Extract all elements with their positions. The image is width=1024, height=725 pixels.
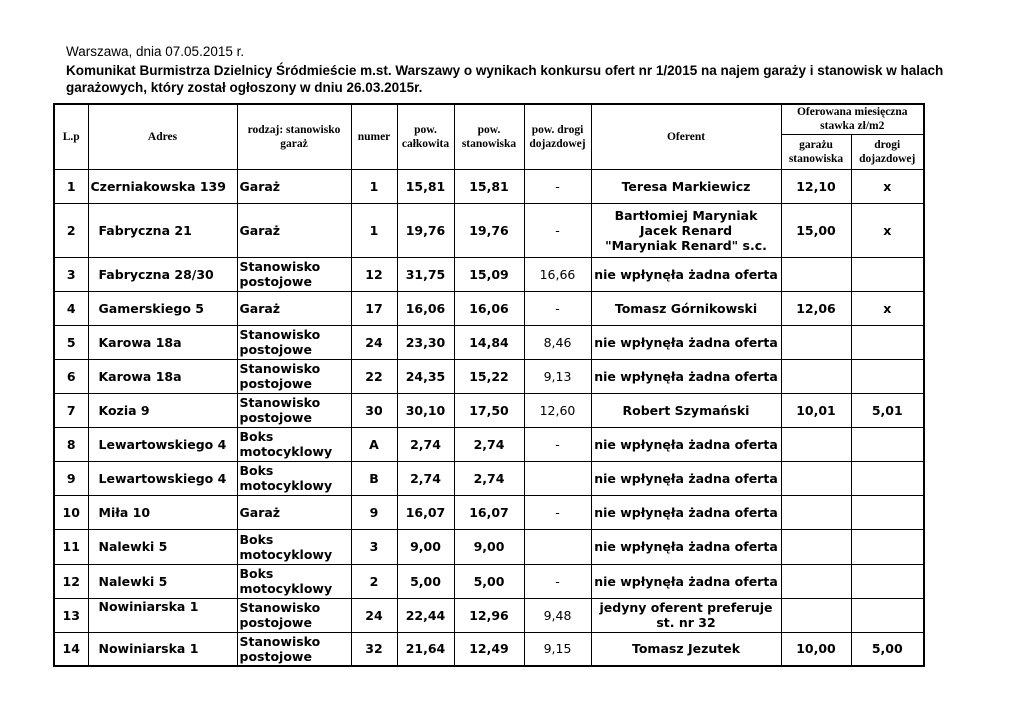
- row-pow-calkowita: 24,35: [397, 359, 454, 393]
- row-pow-calkowita: 16,07: [397, 495, 454, 529]
- row-rodzaj: Garaż: [237, 169, 351, 203]
- row-lp: 13: [54, 598, 88, 632]
- row-pow-calkowita: 15,81: [397, 169, 454, 203]
- row-adres: Karowa 18a: [88, 359, 237, 393]
- row-oferent: nie wpłynęła żadna oferta: [591, 427, 781, 461]
- row-adres: Nowiniarska 1: [88, 598, 237, 632]
- row-pow-calkowita: 5,00: [397, 564, 454, 598]
- row-pow-drogi: 8,46: [524, 325, 591, 359]
- row-numer: B: [351, 461, 397, 495]
- row-adres: Gamerskiego 5: [88, 291, 237, 325]
- row-pow-calkowita: 22,44: [397, 598, 454, 632]
- row-stawka-garazu: [781, 461, 851, 495]
- row-stawka-garazu: [781, 529, 851, 564]
- row-numer: 30: [351, 393, 397, 427]
- row-oferent: Tomasz Górnikowski: [591, 291, 781, 325]
- row-pow-drogi: -: [524, 291, 591, 325]
- row-stawka-garazu: [781, 427, 851, 461]
- row-stawka-garazu: [781, 257, 851, 291]
- header-adres: Adres: [88, 104, 237, 169]
- table-row: [54, 427, 924, 461]
- row-numer: 17: [351, 291, 397, 325]
- table-row: [54, 495, 924, 529]
- row-numer: 12: [351, 257, 397, 291]
- row-pow-calkowita: 23,30: [397, 325, 454, 359]
- row-numer: 2: [351, 564, 397, 598]
- row-stawka-garazu: 12,06: [781, 291, 851, 325]
- row-lp: 12: [54, 564, 88, 598]
- row-numer: 32: [351, 632, 397, 666]
- table-row: [54, 461, 924, 495]
- row-pow-calkowita: 31,75: [397, 257, 454, 291]
- document-title-line-1: Komunikat Burmistrza Dzielnicy Śródmieście m.st. Warszawy o wynikach konkursu ofert nr 1/2015 na najem garaży i stanowisk w halach: [66, 63, 944, 78]
- row-pow-stanowiska: 19,76: [454, 203, 524, 257]
- table-row: [54, 291, 924, 325]
- row-pow-stanowiska: 17,50: [454, 393, 524, 427]
- header-numer: numer: [351, 104, 397, 169]
- row-stawka-garazu: 10,00: [781, 632, 851, 666]
- header-stawka-drogi: drogi dojazdowej: [851, 134, 924, 169]
- row-rodzaj: Boks motocyklowy: [237, 427, 351, 461]
- row-adres: Nalewki 5: [88, 564, 237, 598]
- row-pow-drogi: [524, 529, 591, 564]
- row-oferent: jedyny oferent preferuje st. nr 32: [591, 598, 781, 632]
- row-pow-stanowiska: 5,00: [454, 564, 524, 598]
- row-oferent: Tomasz Jezutek: [591, 632, 781, 666]
- row-pow-calkowita: 9,00: [397, 529, 454, 564]
- row-stawka-drogi: [851, 325, 924, 359]
- row-lp: 8: [54, 427, 88, 461]
- row-rodzaj: Stanowisko postojowe: [237, 632, 351, 666]
- row-pow-drogi: 12,60: [524, 393, 591, 427]
- row-stawka-drogi: x: [851, 169, 924, 203]
- row-oferent: nie wpłynęła żadna oferta: [591, 257, 781, 291]
- row-pow-stanowiska: 2,74: [454, 461, 524, 495]
- row-stawka-garazu: 15,00: [781, 203, 851, 257]
- row-rodzaj: Garaż: [237, 291, 351, 325]
- row-pow-calkowita: 30,10: [397, 393, 454, 427]
- row-oferent: nie wpłynęła żadna oferta: [591, 325, 781, 359]
- row-oferent: nie wpłynęła żadna oferta: [591, 564, 781, 598]
- row-pow-drogi: 9,15: [524, 632, 591, 666]
- row-adres: Lewartowskiego 4: [88, 427, 237, 461]
- row-lp: 9: [54, 461, 88, 495]
- table-row: [54, 632, 924, 666]
- row-rodzaj: Garaż: [237, 495, 351, 529]
- row-adres: Fabryczna 21: [88, 203, 237, 257]
- row-stawka-garazu: 12,10: [781, 169, 851, 203]
- row-stawka-drogi: x: [851, 291, 924, 325]
- row-numer: 24: [351, 598, 397, 632]
- row-lp: 7: [54, 393, 88, 427]
- row-pow-drogi: 9,48: [524, 598, 591, 632]
- row-lp: 10: [54, 495, 88, 529]
- table-row: [54, 257, 924, 291]
- row-pow-stanowiska: 16,07: [454, 495, 524, 529]
- table-row: [54, 359, 924, 393]
- row-stawka-drogi: [851, 495, 924, 529]
- row-numer: 1: [351, 203, 397, 257]
- row-oferent: nie wpłynęła żadna oferta: [591, 529, 781, 564]
- row-pow-drogi: -: [524, 169, 591, 203]
- row-adres: Czerniakowska 139: [88, 169, 237, 203]
- row-adres: Lewartowskiego 4: [88, 461, 237, 495]
- row-pow-stanowiska: 15,22: [454, 359, 524, 393]
- row-pow-drogi: 9,13: [524, 359, 591, 393]
- row-pow-stanowiska: 9,00: [454, 529, 524, 564]
- row-stawka-garazu: [781, 359, 851, 393]
- table-row: [54, 598, 924, 632]
- header-lp: L.p: [54, 104, 88, 169]
- row-pow-calkowita: 21,64: [397, 632, 454, 666]
- row-adres: Kozia 9: [88, 393, 237, 427]
- row-numer: 22: [351, 359, 397, 393]
- row-rodzaj: Boks motocyklowy: [237, 461, 351, 495]
- row-stawka-garazu: [781, 564, 851, 598]
- table-row: [54, 529, 924, 564]
- row-lp: 1: [54, 169, 88, 203]
- row-lp: 11: [54, 529, 88, 564]
- row-numer: 3: [351, 529, 397, 564]
- row-stawka-drogi: [851, 427, 924, 461]
- row-numer: 1: [351, 169, 397, 203]
- row-oferent: Bartłomiej Maryniak Jacek Renard "Maryniak Renard" s.c.: [591, 203, 781, 257]
- row-stawka-drogi: [851, 529, 924, 564]
- row-pow-calkowita: 2,74: [397, 427, 454, 461]
- table-row: [54, 564, 924, 598]
- header-pow-calkowita: pow. całkowita: [397, 104, 454, 169]
- row-pow-calkowita: 2,74: [397, 461, 454, 495]
- row-pow-stanowiska: 12,49: [454, 632, 524, 666]
- header-pow-drogi: pow. drogi dojazdowej: [524, 104, 591, 169]
- row-rodzaj: Boks motocyklowy: [237, 564, 351, 598]
- row-pow-drogi: -: [524, 203, 591, 257]
- row-stawka-drogi: x: [851, 203, 924, 257]
- row-oferent: Robert Szymański: [591, 393, 781, 427]
- header-pow-stanowiska: pow. stanowiska: [454, 104, 524, 169]
- header-stawka-garazu: garażu stanowiska: [781, 134, 851, 169]
- row-stawka-garazu: 10,01: [781, 393, 851, 427]
- row-stawka-drogi: [851, 598, 924, 632]
- row-lp: 5: [54, 325, 88, 359]
- row-stawka-garazu: [781, 495, 851, 529]
- row-stawka-drogi: [851, 461, 924, 495]
- document-date: Warszawa, dnia 07.05.2015 r.: [66, 44, 245, 59]
- row-adres: Nalewki 5: [88, 529, 237, 564]
- row-pow-calkowita: 16,06: [397, 291, 454, 325]
- row-pow-stanowiska: 15,81: [454, 169, 524, 203]
- row-adres: Nowiniarska 1: [88, 632, 237, 666]
- row-rodzaj: Stanowisko postojowe: [237, 325, 351, 359]
- row-stawka-garazu: [781, 598, 851, 632]
- results-table: [53, 103, 925, 667]
- row-adres: Miła 10: [88, 495, 237, 529]
- row-pow-drogi: -: [524, 564, 591, 598]
- row-numer: A: [351, 427, 397, 461]
- row-rodzaj: Stanowisko postojowe: [237, 359, 351, 393]
- row-stawka-drogi: 5,01: [851, 393, 924, 427]
- row-oferent: nie wpłynęła żadna oferta: [591, 359, 781, 393]
- row-lp: 6: [54, 359, 88, 393]
- document-title-line-2: garażowych, który został ogłoszony w dniu 26.03.2015r.: [66, 80, 423, 95]
- table-row: [54, 203, 924, 257]
- row-rodzaj: Stanowisko postojowe: [237, 598, 351, 632]
- row-oferent: Teresa Markiewicz: [591, 169, 781, 203]
- row-rodzaj: Boks motocyklowy: [237, 529, 351, 564]
- row-pow-calkowita: 19,76: [397, 203, 454, 257]
- row-stawka-drogi: [851, 359, 924, 393]
- row-pow-drogi: 16,66: [524, 257, 591, 291]
- row-oferent: nie wpłynęła żadna oferta: [591, 461, 781, 495]
- row-pow-stanowiska: 12,96: [454, 598, 524, 632]
- row-stawka-drogi: [851, 564, 924, 598]
- header-rodzaj: rodzaj: stanowisko garaż: [237, 104, 351, 169]
- header-oferent: Oferent: [591, 104, 781, 169]
- row-pow-stanowiska: 16,06: [454, 291, 524, 325]
- row-pow-drogi: -: [524, 495, 591, 529]
- row-lp: 3: [54, 257, 88, 291]
- row-pow-stanowiska: 15,09: [454, 257, 524, 291]
- row-pow-drogi: -: [524, 427, 591, 461]
- row-stawka-drogi: [851, 257, 924, 291]
- row-rodzaj: Garaż: [237, 203, 351, 257]
- row-adres: Fabryczna 28/30: [88, 257, 237, 291]
- row-numer: 9: [351, 495, 397, 529]
- row-stawka-garazu: [781, 325, 851, 359]
- row-rodzaj: Stanowisko postojowe: [237, 393, 351, 427]
- table-row: [54, 169, 924, 203]
- row-pow-stanowiska: 14,84: [454, 325, 524, 359]
- row-lp: 2: [54, 203, 88, 257]
- row-oferent: nie wpłynęła żadna oferta: [591, 495, 781, 529]
- table-row: [54, 325, 924, 359]
- row-adres: Karowa 18a: [88, 325, 237, 359]
- row-numer: 24: [351, 325, 397, 359]
- row-stawka-drogi: 5,00: [851, 632, 924, 666]
- row-rodzaj: Stanowisko postojowe: [237, 257, 351, 291]
- row-lp: 14: [54, 632, 88, 666]
- row-lp: 4: [54, 291, 88, 325]
- row-pow-drogi: [524, 461, 591, 495]
- row-pow-stanowiska: 2,74: [454, 427, 524, 461]
- header-stawka-group: Oferowana miesięczna stawka zł/m2: [781, 104, 924, 134]
- table-row: [54, 393, 924, 427]
